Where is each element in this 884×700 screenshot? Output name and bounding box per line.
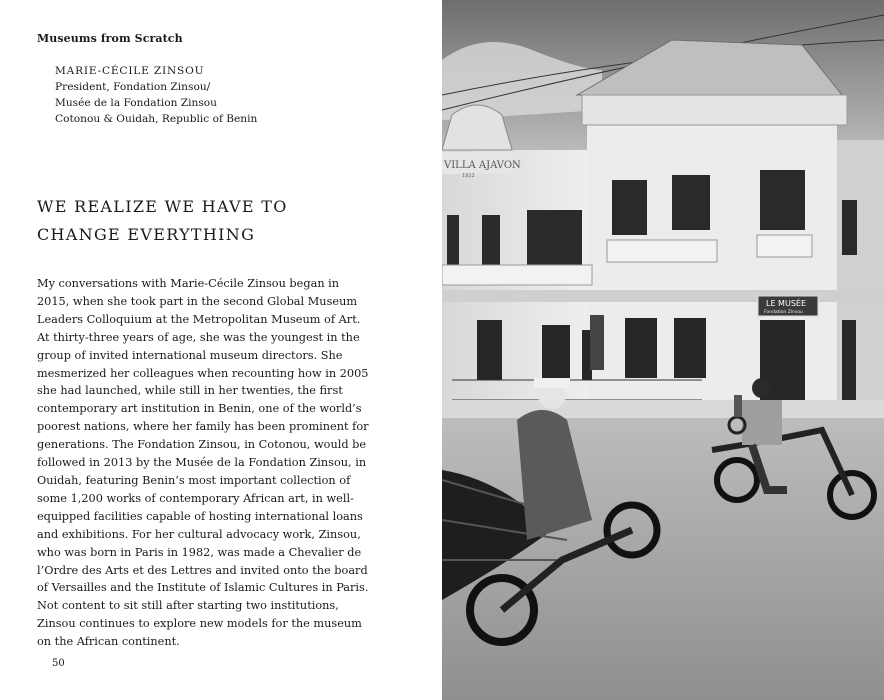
body-line: Ouidah, featuring Benin’s most important collection of [37,473,351,487]
body-line: poorest nations, where her family has been prominent for [37,420,369,434]
body-paragraph [37,275,397,651]
author-role: President, Fondation Zinsou/ [55,81,211,93]
body-line: group of invited international museum directors. She [37,348,343,362]
headline-line: WE REALIZE WE HAVE TO [37,197,288,216]
museum-sign-subtitle: Fondation Zinsou [764,310,803,315]
body-line: Zinsou continues to explore new models for the museum [37,617,362,631]
body-line: and exhibitions. For her cultural advocacy work, Zinsou, [37,527,361,541]
headline-line: CHANGE EVERYTHING [37,225,256,244]
photograph [442,0,884,700]
body-line: she had launched, while still in her twenties, the first [37,384,343,398]
body-line: l’Ordre des Arts et des Lettres and invited onto the board [37,563,368,577]
page-number: 50 [52,658,65,669]
body-line: At thirty-three years of age, she was the youngest in the [37,330,360,344]
author-name: MARIE-CÉCILE ZINSOU [55,65,205,77]
body-line: mesmerized her colleagues when recounting how in 2005 [37,366,369,380]
body-line: My conversations with Marie-Cécile Zinsou began in [37,277,340,290]
author-institution: Musée de la Fondation Zinsou [55,97,217,109]
chapter-headline [37,193,417,249]
body-line: Leaders Colloquium at the Metropolitan Museum of Art. [37,312,361,326]
running-head: Museums from Scratch [37,32,183,45]
museum-sign-title: LE MUSÉE [766,299,806,308]
building-sign: VILLA AJAVON [444,160,521,171]
body-line: Not content to sit still after starting two institutions, [37,599,339,613]
body-line: 2015, when she took part in the second Global Museum [37,294,358,308]
body-line: of Versailles and the Institute of Islamic Cultures in Paris. [37,581,369,595]
body-line: equipped facilities capable of hosting international loans [37,509,363,523]
body-line: contemporary art institution in Benin, one of the world’s [37,402,362,416]
author-location: Cotonou & Ouidah, Republic of Benin [55,113,258,125]
body-line: who was born in Paris in 1982, was made a Chevalier de [37,545,362,559]
body-line: some 1,200 works of contemporary African art, in well- [37,491,354,505]
author-block [55,63,257,127]
building-year: 1922 [462,173,475,179]
body-line: generations. The Fondation Zinsou, in Cotonou, would be [37,438,367,452]
body-line: followed in 2013 by the Musée de la Fondation Zinsou, in [37,456,367,470]
body-line: on the African continent. [37,635,180,649]
